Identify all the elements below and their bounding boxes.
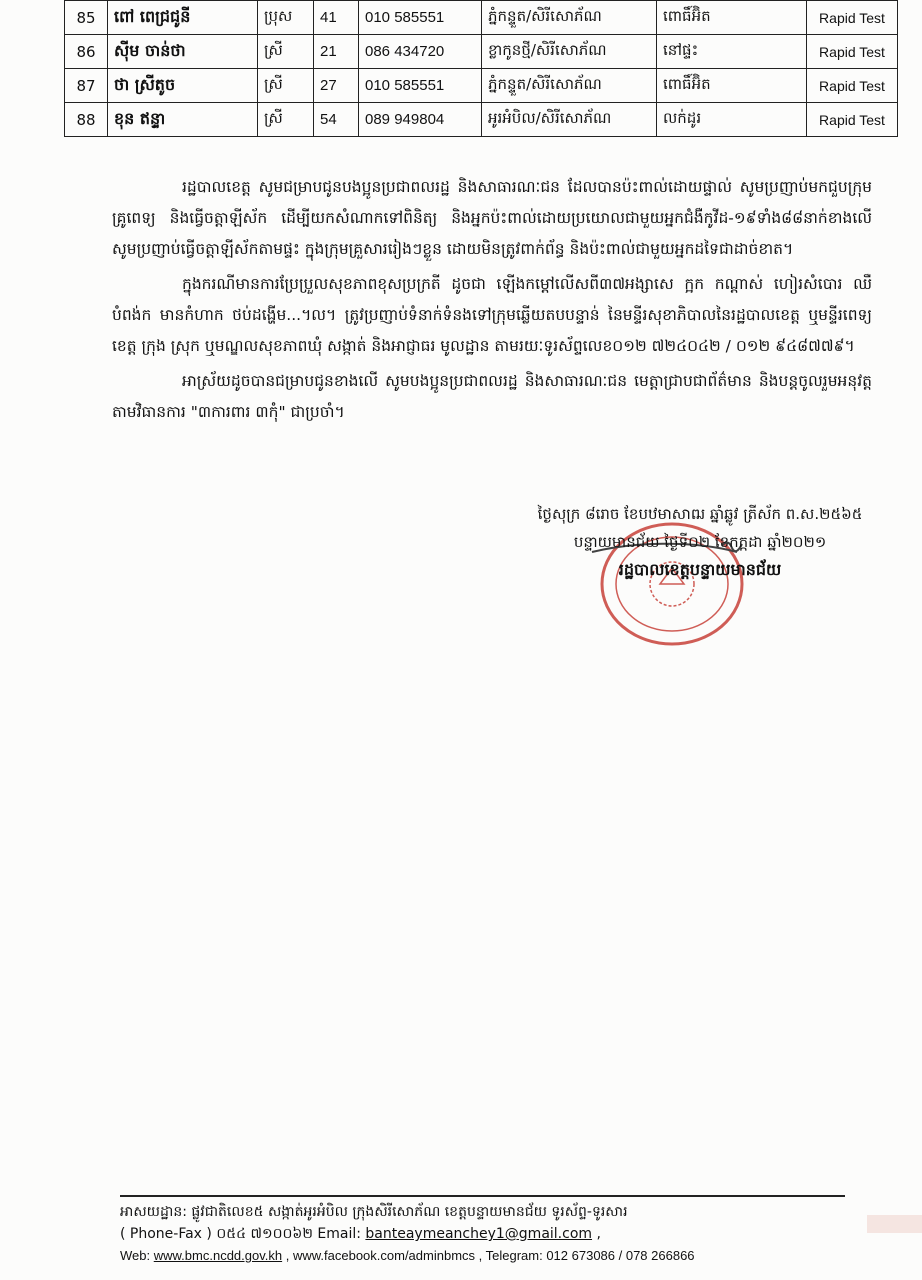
phone-fax: ០៥៤ ៧១០០៦២	[216, 1226, 313, 1242]
cell-sex: ស្រី	[258, 35, 314, 69]
cell-test: Rapid Test	[807, 35, 898, 69]
cell-age: 21	[314, 35, 359, 69]
solar-date: បន្ទាយមានជ័យ ថ្ងៃទី០២ ខែកក្កដា ឆ្នាំ២០២១	[573, 533, 827, 551]
cell-no: 85	[65, 1, 108, 35]
web-label: Web:	[120, 1248, 151, 1263]
cell-address: ភ្នំកន្ទួត/សិរីសោភ័ណ	[482, 69, 657, 103]
cell-address: ខ្លាកូនថ្មី/សិរីសោភ័ណ	[482, 35, 657, 69]
cell-place: លក់ដូរ	[657, 103, 807, 137]
notice-paragraph-2: ក្នុងករណីមានការប្រែប្រួលសុខភាពខុសប្រក្រតី ដូចជា ឡើងកម្តៅលើសពី៣៧អង្សាសេ ក្អក កណ្តាស់ ហៀរសំបោរ ឈឺបំពង់ក មានកំហាក ថប់ដង្ហើម...។ល។ ត្រូវប្រញាប់ទំនាក់ទំនងទៅក្រុមឆ្លើយតបបន្ទាន់ នៃមន្ទីរសុខាភិបាលនៃរដ្ឋបាលខេត្ត ឬមន្ទីរពេទ្យខេត្ត ក្រុង ស្រុក ឬមណ្ឌលសុខភាពឃុំ សង្កាត់ និងអាជ្ញាធរ មូលដ្ឋាន តាមរយៈទូរស័ព្ទលេខ០១២ ៧២៤០៤២ / ០១២ ៩៤៨៧៧៩។	[112, 275, 872, 355]
phone-fax-label: ( Phone-Fax )	[120, 1226, 212, 1242]
table-row	[65, 103, 898, 137]
cell-place: ពោធិ៍អ៊ិត	[657, 69, 807, 103]
cell-name: ពៅ ពេជ្រជូនី	[108, 1, 258, 35]
cell-place: នៅផ្ទះ	[657, 35, 807, 69]
cell-name: ថា ស្រីតូច	[108, 69, 258, 103]
cell-sex: ស្រី	[258, 69, 314, 103]
cell-no: 87	[65, 69, 108, 103]
cell-age: 54	[314, 103, 359, 137]
cell-phone: 089 949804	[359, 103, 482, 137]
telegram-contact: Telegram: 012 673086 / 078 266866	[485, 1248, 695, 1263]
notice-paragraph-1: រដ្ឋបាលខេត្ត សូមជម្រាបជូនបងប្អូនប្រជាពលរដ្ឋ និងសាធារណៈជន ដែលបានប៉ះពាល់ដោយផ្ទាល់ សូមប្រញាប់មកជួបក្រុមគ្រូពេទ្យ និងធ្វើចត្តាឡីស័ក ដើម្បីយកសំណាកទៅពិនិត្យ និងអ្នកប៉ះពាល់ដោយប្រយោលជាមួយអ្នកជំងឺកូវីដ-១៩ទាំង៨៨នាក់ខាងលើ សូមប្រញាប់ធ្វើចត្តាឡីស័កតាមផ្ទះ ក្នុងក្រុមគ្រួសាររៀងៗខ្លួន ដោយមិនត្រូវពាក់ព័ន្ធ និងប៉ះពាល់ជាមួយអ្នកដទៃជាដាច់ខាត។	[112, 178, 872, 258]
email-label: Email:	[317, 1226, 361, 1242]
footer-web: Web: www.bmc.ncdd.gov.kh , www.facebook.com/adminbmcs , Telegram: 012 673086 / 078 266866	[120, 1248, 695, 1263]
cell-name: ខុន ឥន្ទា	[108, 103, 258, 137]
cell-age: 27	[314, 69, 359, 103]
email-link[interactable]: banteaymeanchey1@gmail.com	[365, 1226, 593, 1242]
lunar-date: ថ្ងៃសុក្រ ៨រោច ខែបឋមាសាឍ ឆ្នាំឆ្លូវ ត្រីស័ក ព.ស.២៥៦៥	[537, 505, 863, 523]
cell-sex: ស្រី	[258, 103, 314, 137]
cell-sex: ប្រុស	[258, 1, 314, 35]
cell-address: ភ្នំកន្ទួត/សិរីសោភ័ណ	[482, 1, 657, 35]
cell-name: ស៊ីម ចាន់ថា	[108, 35, 258, 69]
notice-body	[112, 172, 872, 432]
table-row	[65, 1, 898, 35]
table-row	[65, 69, 898, 103]
website-link[interactable]: www.bmc.ncdd.gov.kh	[153, 1248, 283, 1263]
patient-table	[64, 0, 897, 137]
cell-phone: 086 434720	[359, 35, 482, 69]
footer	[120, 1195, 845, 1267]
cell-address: អូរអំបិល/សិរីសោភ័ណ	[482, 103, 657, 137]
issuer-title: រដ្ឋបាលខេត្តបន្ទាយមានជ័យ	[618, 560, 782, 579]
cell-test: Rapid Test	[807, 103, 898, 137]
cell-test: Rapid Test	[807, 69, 898, 103]
cell-no: 88	[65, 103, 108, 137]
cell-no: 86	[65, 35, 108, 69]
footer-address: អាសយដ្ឋាន: ផ្លូវជាតិលេខ៥ សង្កាត់អូរអំបិល ក្រុងសិរីសោភ័ណ ខេត្តបន្ទាយមានជ័យ ទូរស័ព្ទ-ទូរសារ	[120, 1204, 628, 1220]
cell-phone: 010 585551	[359, 69, 482, 103]
signature-block	[470, 500, 890, 584]
edge-stain	[867, 1215, 922, 1233]
facebook-link[interactable]: www.facebook.com/adminbmcs	[292, 1248, 476, 1263]
cell-phone: 010 585551	[359, 1, 482, 35]
footer-contact: ( Phone-Fax ) ០៥៤ ៧១០០៦២ Email: banteaymeanchey1@gmail.com ,	[120, 1226, 601, 1242]
cell-place: ពោធិ៍អ៊ិត	[657, 1, 807, 35]
cell-age: 41	[314, 1, 359, 35]
cell-test: Rapid Test	[807, 1, 898, 35]
table-row	[65, 35, 898, 69]
notice-paragraph-3: អាស្រ័យដូចបានជម្រាបជូនខាងលើ សូមបងប្អូនប្រជាពលរដ្ឋ និងសាធារណៈជន មេត្តាជ្រាបជាព័ត៌មាន និងបន្តចូលរួមអនុវត្តតាមវិធានការ "៣ការពារ ៣កុំ" ជាប្រចាំ។	[112, 372, 872, 421]
